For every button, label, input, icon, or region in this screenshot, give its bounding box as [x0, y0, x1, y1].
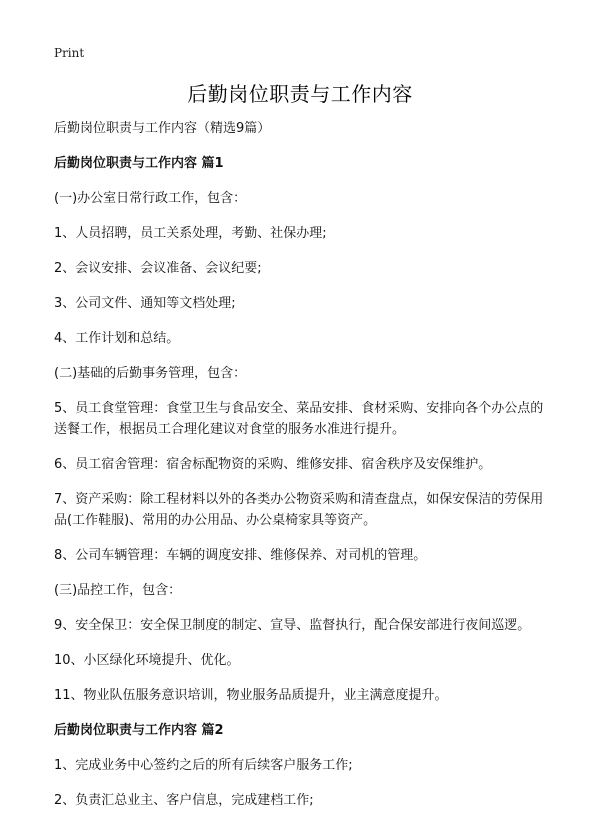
paragraph: 9、安全保卫：安全保卫制度的制定、宣导、监督执行，配合保安部进行夜间巡逻。: [54, 618, 531, 633]
paragraph: 11、物业队伍服务意识培训，物业服务品质提升，业主满意度提升。: [54, 688, 448, 703]
paragraph: 1、完成业务中心签约之后的所有后续客户服务工作;: [54, 758, 353, 773]
paragraph: (三)品控工作，包含：: [54, 583, 182, 598]
paragraph: 4、工作计划和总结。: [54, 331, 180, 346]
document-subtitle: 后勤岗位职责与工作内容（精选9篇）: [54, 121, 271, 136]
paragraph: 7、资产采购：除工程材料以外的各类办公物资采购和清查盘点，如保安保洁的劳保用品(工作鞋服)、常用的办公用品、办公桌椅家具等资产。: [54, 492, 544, 528]
section-1-heading: 后勤岗位职责与工作内容 篇1: [54, 156, 224, 171]
print-link[interactable]: Print: [54, 46, 85, 60]
paragraph: 2、负责汇总业主、客户信息，完成建档工作;: [54, 793, 314, 808]
paragraph: 6、员工宿舍管理：宿舍标配物资的采购、维修安排、宿舍秩序及安保维护。: [54, 457, 492, 472]
document-body: [54, 118, 554, 811]
paragraph: 1、人员招聘，员工关系处理，考勤、社保办理;: [54, 226, 327, 241]
paragraph: 3、公司文件、通知等文档处理;: [54, 296, 236, 311]
paragraph: 2、会议安排、会议准备、会议纪要;: [54, 261, 262, 276]
paragraph: 8、公司车辆管理：车辆的调度安排、维修保养、对司机的管理。: [54, 548, 427, 563]
document-title: 后勤岗位职责与工作内容: [187, 82, 413, 106]
paragraph: (二)基础的后勤事务管理，包含：: [54, 366, 247, 381]
paragraph: (一)办公室日常行政工作，包含：: [54, 191, 247, 206]
section-2-heading: 后勤岗位职责与工作内容 篇2: [54, 723, 224, 738]
paragraph: 10、小区绿化环境提升、优化。: [54, 653, 240, 668]
paragraph: 5、员工食堂管理：食堂卫生与食品安全、菜品安排、食材采购、安排向各个办公点的送餐工作，根据员工合理化建议对食堂的服务水准进行提升。: [54, 401, 544, 437]
